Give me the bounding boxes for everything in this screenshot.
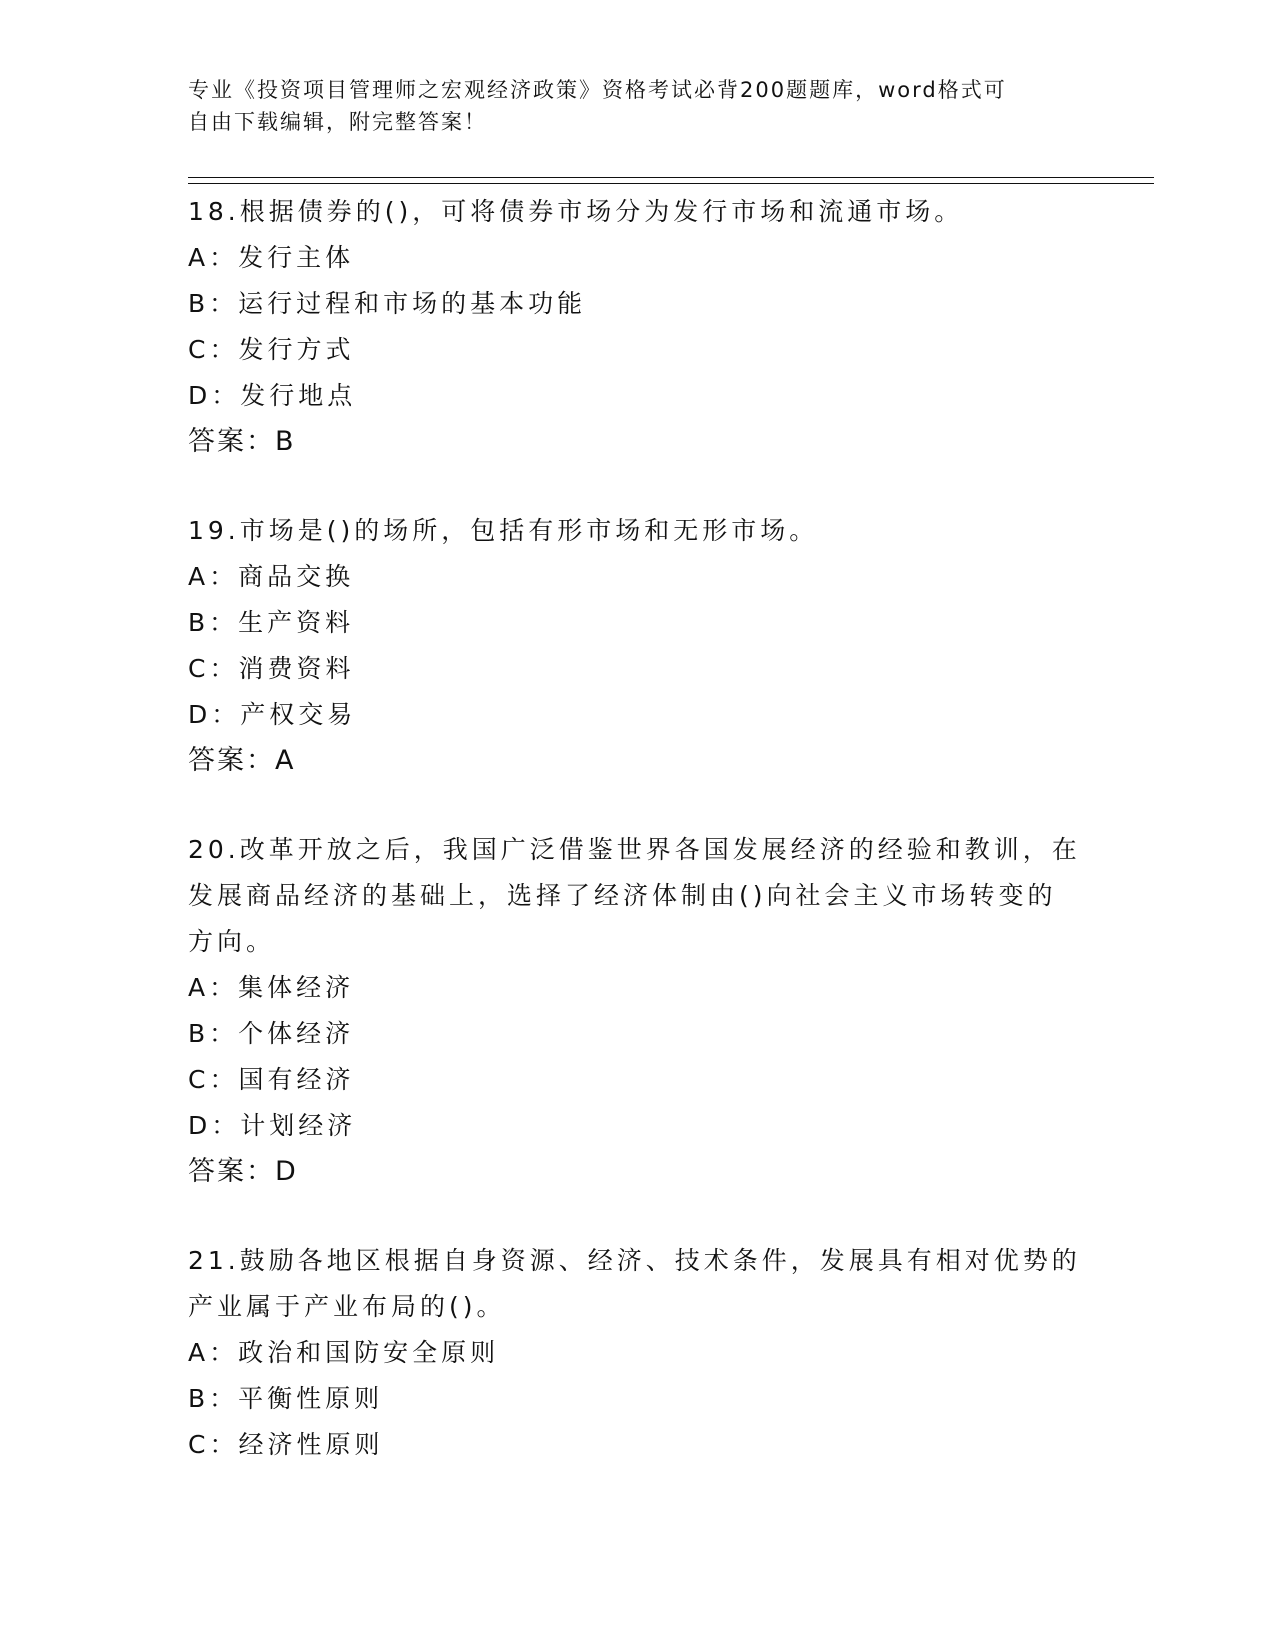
document-header xyxy=(188,74,1068,138)
answer-line: 答案：B xyxy=(188,426,296,457)
option-c: C：国有经济 xyxy=(188,1065,355,1094)
question-list xyxy=(188,189,1088,1468)
option-a: A：集体经济 xyxy=(188,973,355,1002)
question-stem-line-2: 产业属于产业布局的()。 xyxy=(188,1292,506,1321)
question-stem: 19.市场是()的场所，包括有形市场和无形市场。 xyxy=(188,516,819,545)
question-stem: 18.根据债券的()，可将债券市场分为发行市场和流通市场。 xyxy=(188,197,964,226)
option-b: B：运行过程和市场的基本功能 xyxy=(188,289,587,318)
header-rule-top xyxy=(188,177,1154,178)
question-stem-line-1: 21.鼓励各地区根据自身资源、经济、技术条件，发展具有相对优势的 xyxy=(188,1246,1081,1275)
answer-line: 答案：D xyxy=(188,1156,298,1187)
option-d: D：产权交易 xyxy=(188,700,357,729)
option-d: D：发行地点 xyxy=(188,381,357,410)
header-line-1: 专业《投资项目管理师之宏观经济政策》资格考试必背200题题库，word格式可 xyxy=(188,78,1007,102)
question-19 xyxy=(188,508,1088,784)
answer-line: 答案：A xyxy=(188,745,296,776)
option-a: A：政治和国防安全原则 xyxy=(188,1338,500,1367)
question-21 xyxy=(188,1238,1088,1468)
option-b: B：平衡性原则 xyxy=(188,1384,384,1413)
header-line-2: 自由下载编辑，附完整答案！ xyxy=(188,110,487,134)
question-stem-line-2: 发展商品经济的基础上，选择了经济体制由()向社会主义市场转变的 xyxy=(188,881,1057,910)
question-stem-line-1: 20.改革开放之后，我国广泛借鉴世界各国发展经济的经验和教训，在 xyxy=(188,835,1081,864)
question-20 xyxy=(188,827,1088,1195)
option-b: B：生产资料 xyxy=(188,608,355,637)
option-c: C：发行方式 xyxy=(188,335,355,364)
option-c: C：经济性原则 xyxy=(188,1430,384,1459)
option-b: B：个体经济 xyxy=(188,1019,355,1048)
option-c: C：消费资料 xyxy=(188,654,355,683)
question-stem-line-3: 方向。 xyxy=(188,927,276,956)
header-rule-bottom xyxy=(188,183,1154,184)
option-a: A：发行主体 xyxy=(188,243,355,272)
option-a: A：商品交换 xyxy=(188,562,355,591)
option-d: D：计划经济 xyxy=(188,1111,357,1140)
question-18 xyxy=(188,189,1088,465)
